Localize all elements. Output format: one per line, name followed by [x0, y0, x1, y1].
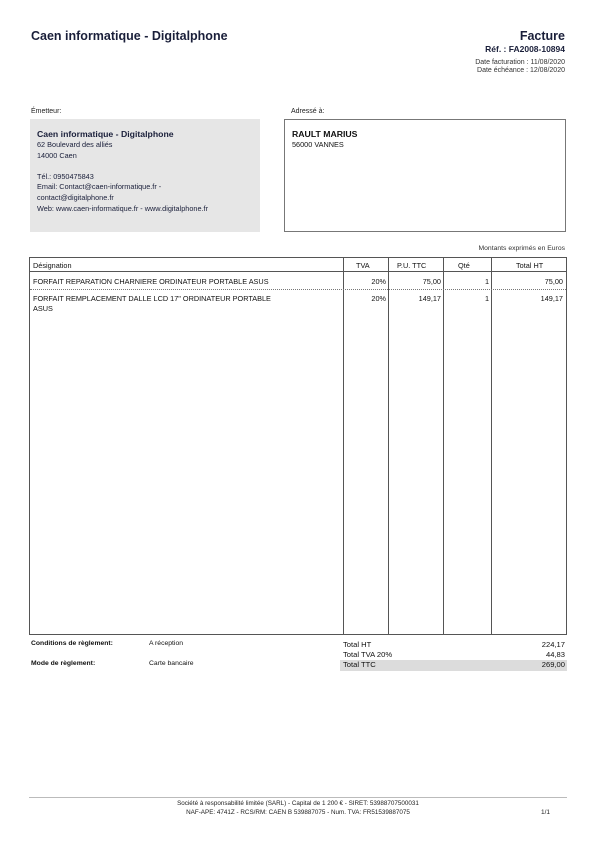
total-tva-value: 44,83 [545, 650, 565, 659]
recipient-label: Adressé à: [291, 108, 325, 115]
footer-legal-line1: Société à responsabilité limitée (SARL) - Capital de 1 200 € - SIRET: 53988707500031 [177, 800, 419, 807]
row-separator [30, 289, 566, 290]
emitter-address-street: 62 Boulevard des alliés [37, 140, 113, 149]
total-ttc-label: Total TTC [343, 660, 376, 669]
item-total-ht: 149,17 [540, 294, 563, 303]
column-header-designation: Désignation [33, 261, 72, 270]
spacer [37, 161, 208, 172]
column-divider [343, 258, 344, 634]
page-number: 1/1 [540, 809, 550, 816]
total-ttc-value: 269,00 [541, 660, 565, 669]
total-ht-label: Total HT [343, 640, 372, 649]
emitter-label: Émetteur: [31, 108, 62, 115]
emitter-name: Caen informatique - Digitalphone [37, 129, 174, 139]
emitter-web: Web: www.caen-informatique.fr - www.digitalphone.fr [37, 203, 209, 213]
total-tva-label: Total TVA 20% [343, 650, 393, 659]
item-tva: 20% [371, 277, 386, 286]
item-designation: FORFAIT REPARATION CHARNIERE ORDINATEUR PORTABLE ASUS [33, 277, 269, 286]
company-title: Caen informatique - Digitalphone [31, 29, 228, 43]
item-designation: FORFAIT REMPLACEMENT DALLE LCD 17" ORDINATEUR PORTABLE [33, 294, 271, 303]
payment-conditions-value: A réception [149, 640, 184, 647]
recipient-address: 56000 VANNES [292, 140, 344, 149]
column-divider [443, 258, 444, 634]
emitter-address-city: 14000 Caen [37, 150, 77, 160]
item-total-ht: 75,00 [544, 277, 563, 286]
recipient-name: RAULT MARIUS [292, 129, 358, 139]
column-divider [388, 258, 389, 634]
column-divider [491, 258, 492, 634]
total-ht-value: 224,17 [541, 640, 565, 649]
emitter-details [37, 129, 208, 214]
invoice-reference: Réf. : FA2008-10894 [485, 44, 565, 54]
emitter-phone: Tél.: 0950475843 [37, 171, 94, 181]
column-header-qty: Qté [458, 261, 470, 270]
item-quantity: 1 [484, 294, 489, 303]
header-separator [30, 271, 566, 272]
currency-note: Montants exprimés en Euros [478, 245, 565, 252]
item-tva: 20% [371, 294, 386, 303]
item-unit-price: 75,00 [422, 277, 441, 286]
column-header-total-ht: Total HT [516, 261, 544, 270]
payment-conditions-label: Conditions de règlement: [31, 640, 113, 647]
payment-mode-value: Carte bancaire [149, 660, 194, 667]
footer-legal-line2: NAF-APE: 4741Z - RCS/RM: CAEN B 539887075 - Num. TVA: FR51539887075 [186, 809, 410, 816]
document-type: Facture [519, 29, 565, 43]
column-header-tva: TVA [356, 261, 370, 270]
billing-date: Date facturation : 11/08/2020 [475, 59, 565, 66]
emitter-email-continued: contact@digitalphone.fr [37, 192, 114, 202]
total-ttc-row [340, 660, 567, 671]
emitter-email: Email: Contact@caen-informatique.fr - [37, 182, 162, 192]
item-designation-continued: ASUS [33, 304, 53, 313]
column-header-pu-ttc: P.U. TTC [397, 261, 427, 270]
recipient-details [292, 129, 357, 151]
footer-divider [29, 797, 567, 798]
item-quantity: 1 [484, 277, 489, 286]
due-date: Date échéance : 12/08/2020 [477, 67, 565, 74]
item-unit-price: 149,17 [418, 294, 441, 303]
items-table [29, 257, 567, 635]
payment-mode-label: Mode de règlement: [31, 660, 96, 667]
